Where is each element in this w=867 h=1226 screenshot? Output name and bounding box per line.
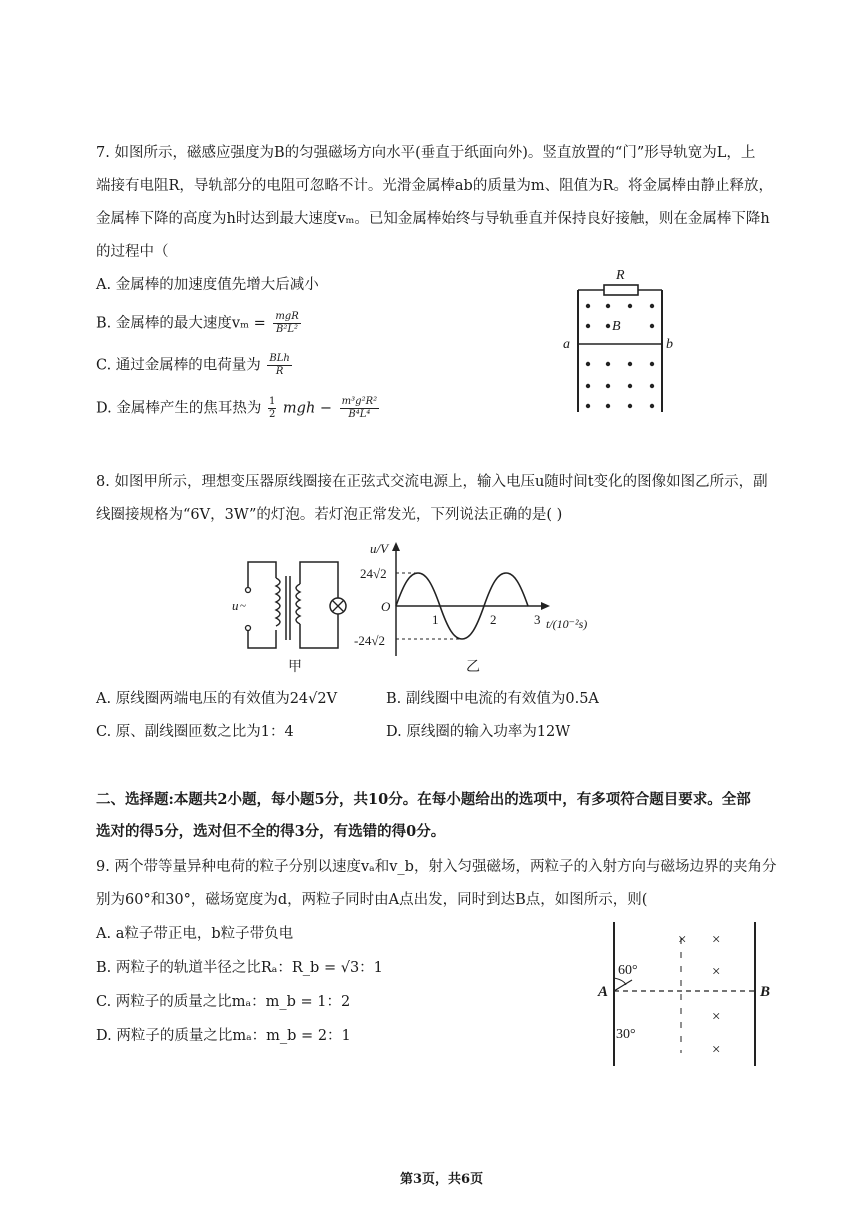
q8-graph-xlabel: t/(10⁻²s) — [546, 617, 588, 631]
q7-option-d-mid: mgh − — [282, 400, 333, 417]
section-2-line-1: 二、选择题:本题共2小题，每小题5分，共10分。在每小题给出的选项中，有多项符合题目要求。全部 — [96, 791, 751, 808]
q7-option-d-half-num: 1 — [268, 396, 276, 407]
q7-line-2: 端接有电阻R，导轨部分的电阻可忽略不计。光滑金属棒ab的质量为m、阻值为R。将金属棒由静止释放， — [96, 178, 774, 194]
q7-option-d-denominator: B⁴L⁴ — [348, 409, 371, 420]
q7-option-d-half-den: 2 — [268, 409, 276, 420]
q7-option-d-text: D. 金属棒产生的焦耳热为 — [96, 400, 262, 417]
svg-text:~: ~ — [240, 600, 246, 612]
q8-graph-ylabel: u/V — [370, 541, 389, 556]
q8-figure-caption-left: 甲 — [288, 660, 302, 675]
q7-option-b-fraction — [273, 311, 300, 336]
q9-line-1: 9. 两个带等量异种电荷的粒子分别以速度vₐ和v_b，射入匀强磁场，两粒子的入射方向与磁场边界的夹角分 — [96, 859, 777, 875]
q7-option-b — [96, 311, 301, 336]
q8-graph-origin: O — [381, 599, 391, 614]
q9-option-d: D. 两粒子的质量之比mₐ：m_b = 2：1 — [96, 1028, 351, 1044]
q9-option-a: A. a粒子带正电，b粒子带负电 — [96, 926, 294, 942]
field-crosses — [678, 932, 720, 1058]
primary-coil — [276, 578, 280, 626]
q7-option-c-fraction — [267, 353, 291, 378]
q7-option-c-text: C. 通过金属棒的电荷量为 — [96, 357, 261, 374]
q7-line-1: 7. 如图所示，磁感应强度为B的匀强磁场方向水平(垂直于纸面向外)。竖直放置的“门”形导轨宽为L，上 — [96, 145, 756, 161]
q9-figure-angle-30: 30° — [616, 1027, 636, 1042]
voltage-graph — [348, 538, 608, 678]
q7-option-c-denominator: R — [275, 366, 284, 377]
q7-option-c-numerator: BLh — [269, 353, 290, 364]
q9-figure-label-b: B — [760, 984, 771, 1000]
q7-option-d-half — [268, 396, 276, 421]
field-cross: × — [712, 1042, 721, 1058]
q7-option-d-fraction — [340, 396, 379, 421]
q7-option-a: A. 金属棒的加速度值先增大后减小 — [96, 277, 319, 293]
field-cross: × — [712, 1009, 721, 1025]
q7-figure-label-a: a — [563, 337, 570, 352]
resistor-symbol — [604, 285, 638, 295]
field-cross: × — [712, 932, 721, 948]
q7-rail-figure — [560, 262, 690, 417]
q7-option-d-numerator: m³g²R² — [341, 396, 378, 407]
q7-option-b-denominator: B²L² — [276, 324, 299, 335]
q7-line-3: 金属棒下降的高度为h时达到最大速度vₘ。已知金属棒始终与导轨垂直并保持良好接触，则在金属棒下降h — [96, 211, 770, 227]
q8-graph-ymax: 24√2 — [360, 566, 387, 581]
page-footer: 第3页，共6页 — [400, 1172, 484, 1187]
q9-figure-angle-60: 60° — [618, 963, 638, 978]
secondary-coil — [296, 584, 300, 624]
q9-figure-label-a: A — [598, 984, 609, 1000]
q7-figure-label-r: R — [616, 268, 625, 283]
q7-line-4: 的过程中（ — [96, 244, 169, 260]
transformer-figure — [228, 550, 368, 675]
q8-line-2: 线圈接规格为“6V，3W”的灯泡。若灯泡正常发光，下列说法正确的是( ) — [96, 507, 563, 523]
q8-graph-xtick-3: 3 — [534, 612, 541, 627]
q8-option-a: A. 原线圈两端电压的有效值为24√2V — [96, 691, 338, 707]
q7-figure-label-field: B — [612, 319, 621, 334]
q8-graph-ymin: -24√2 — [354, 633, 385, 648]
field-cross: × — [678, 932, 687, 948]
q7-option-d — [96, 396, 379, 421]
q8-graph-xtick-2: 2 — [490, 612, 497, 627]
q9-option-c: C. 两粒子的质量之比mₐ：m_b = 1：2 — [96, 994, 351, 1010]
q8-option-b: B. 副线圈中电流的有效值为0.5A — [386, 691, 599, 707]
q7-option-b-numerator: mgR — [275, 311, 299, 322]
q8-option-d: D. 原线圈的输入功率为12W — [386, 724, 571, 740]
section-2-line-2: 选对的得5分，选对但不全的得3分，有选错的得0分。 — [96, 823, 446, 840]
q9-option-b: B. 两粒子的轨道半径之比Rₐ：R_b = √3：1 — [96, 960, 383, 976]
q8-figure-label-u: u — [232, 598, 239, 613]
q7-figure-label-b: b — [666, 337, 673, 352]
q7-option-c — [96, 353, 292, 378]
q8-graph-xtick-1: 1 — [432, 612, 439, 627]
magnetic-field-figure — [592, 918, 782, 1070]
q7-option-b-text: B. 金属棒的最大速度vₘ = — [96, 315, 266, 332]
q8-figure-caption-right: 乙 — [466, 660, 480, 675]
q8-option-c: C. 原、副线圈匝数之比为1：4 — [96, 724, 294, 740]
q8-line-1: 8. 如图甲所示，理想变压器原线圈接在正弦式交流电源上，输入电压u随时间t变化的图像如图乙所示，副 — [96, 474, 768, 490]
q9-line-2: 别为60°和30°，磁场宽度为d，两粒子同时由A点出发，同时到达B点，如图所示，则( — [96, 892, 648, 908]
field-cross: × — [712, 964, 721, 980]
